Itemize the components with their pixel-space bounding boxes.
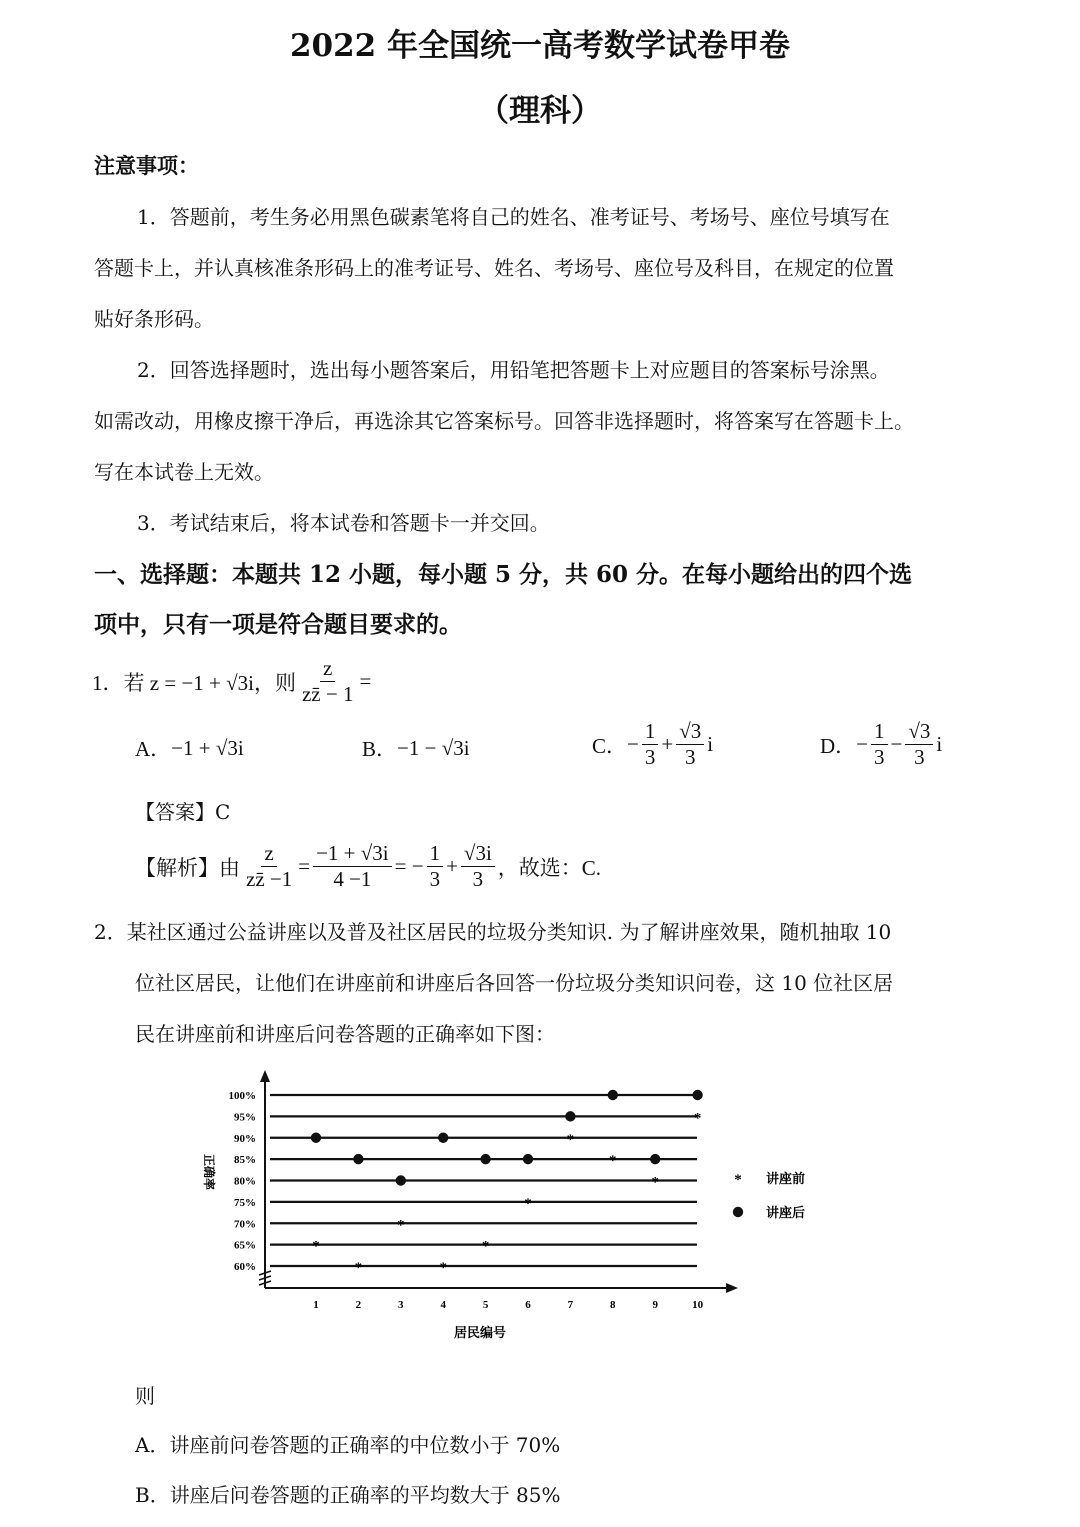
q1-option-c-frac-1-num: 1 — [642, 720, 659, 745]
notice-line-2: 答题卡上，并认真核准条形码上的准考证号、姓名、考场号、座位号及科目，在规定的位置 — [94, 256, 894, 280]
q1-option-a-label: A． — [135, 737, 172, 761]
x-tick-label: 4 — [440, 1299, 446, 1311]
legend-label: 讲座后 — [766, 1205, 806, 1220]
legend-marker-after — [733, 1207, 743, 1217]
q1-option-d-frac-1 — [871, 720, 888, 769]
x-axis-arrow — [726, 1283, 738, 1293]
q1-option-d-op: − — [890, 732, 903, 757]
q1-analysis-frac-4 — [461, 842, 495, 891]
section-heading-line-1: 一、选择题：本题共 12 小题，每小题 5 分，共 60 分。在每小题给出的四个选 — [94, 561, 913, 588]
before-point: * — [439, 1260, 447, 1276]
after-point — [311, 1133, 321, 1143]
y-tick-label: 70% — [234, 1218, 256, 1231]
q2-line-2: 位社区居民，让他们在讲座前和讲座后各回答一份垃圾分类知识问卷，这 10 位社区居 — [135, 971, 894, 995]
x-axis-label: 居民编号 — [453, 1325, 507, 1340]
q1-analysis-frac-3-num: 1 — [427, 842, 444, 867]
q1-analysis-frac-4-num: √3i — [461, 842, 495, 867]
q2-line-3: 民在讲座前和讲座后问卷答题的正确率如下图： — [135, 1022, 555, 1046]
after-point — [650, 1154, 660, 1164]
q1-fraction-den: zz̄ − 1 — [301, 682, 354, 707]
q1-option-b — [362, 733, 470, 763]
after-point — [396, 1175, 406, 1185]
notice-line-5: 如需改动，用橡皮擦干净后，再选涂其它答案标号。回答非选择题时，将答案写在答题卡上。 — [94, 409, 914, 433]
x-tick-label: 6 — [525, 1299, 531, 1311]
q1-analysis-frac-2-num: −1 + √3i — [313, 842, 392, 867]
before-point: * — [481, 1238, 490, 1255]
section-heading-line-2: 项中，只有一项是符合题目要求的。 — [94, 611, 462, 638]
q1-option-a-text: −1 + √3i — [171, 735, 244, 760]
q1-option-d-frac-2-num: √3 — [905, 720, 933, 745]
q1-option-c — [592, 720, 713, 769]
after-point — [692, 1090, 702, 1100]
notice-heading: 注意事项： — [94, 153, 199, 178]
exam-subtitle: （理科） — [478, 93, 602, 129]
before-point: * — [354, 1260, 363, 1276]
q1-analysis-frac-2-den: 4 −1 — [333, 867, 372, 892]
y-axis-label: 正确率 — [202, 1153, 216, 1191]
before-point: * — [397, 1217, 405, 1234]
y-tick-label: 90% — [234, 1132, 256, 1145]
y-tick-label: 80% — [234, 1175, 256, 1188]
q1-fraction-num: z — [320, 657, 335, 682]
notice-line-1: 1．答题前，考生务必用黑色碳素笔将自己的姓名、准考证号、考场号、座位号填写在 — [137, 205, 890, 229]
q1-option-d-sign: − — [856, 732, 869, 757]
x-tick-label: 9 — [652, 1299, 658, 1311]
q1-analysis-frac-2 — [313, 842, 392, 891]
x-tick-label: 5 — [482, 1299, 489, 1311]
q1-stem — [92, 657, 371, 706]
after-point — [608, 1090, 618, 1100]
q1-option-d — [820, 720, 942, 769]
notice-line-3: 贴好条形码。 — [94, 307, 214, 331]
x-tick-label: 7 — [567, 1299, 574, 1311]
y-axis-arrow — [260, 1070, 270, 1082]
before-point: * — [693, 1110, 702, 1127]
q1-analysis-frac-3 — [427, 842, 444, 891]
y-tick-label: 75% — [234, 1196, 256, 1209]
q1-option-d-tail: i — [936, 732, 943, 757]
y-tick-label: 85% — [234, 1154, 256, 1167]
before-point: * — [609, 1153, 617, 1170]
q1-prefix: 1．若 z = −1 + √3i，则 — [92, 670, 296, 695]
notice-line-4: 2．回答选择题时，选出每小题答案后，用铅笔把答题卡上对应题目的答案标号涂黑。 — [137, 358, 890, 382]
y-tick-label: 100% — [228, 1090, 256, 1102]
x-tick-label: 1 — [313, 1299, 319, 1311]
q1-fraction — [299, 657, 357, 706]
y-tick-label: 60% — [234, 1261, 256, 1273]
x-tick-label: 8 — [610, 1299, 616, 1311]
q1-suffix: = — [359, 669, 372, 694]
q1-analysis-frac-4-den: 3 — [472, 867, 484, 892]
legend-label: 讲座前 — [766, 1171, 806, 1186]
q1-option-d-label: D． — [820, 733, 857, 758]
before-point: * — [566, 1131, 575, 1148]
q1-analysis-eq-1: = — [298, 854, 311, 879]
legend-marker-before: * — [734, 1172, 742, 1188]
q1-option-c-label: C． — [592, 733, 628, 758]
y-tick-label: 65% — [234, 1239, 256, 1252]
q1-option-a — [135, 733, 244, 763]
q1-option-c-tail: i — [707, 732, 714, 757]
q1-analysis-plus: + — [446, 854, 458, 879]
q1-option-c-op: + — [661, 732, 674, 757]
q1-option-c-frac-1-den: 3 — [644, 745, 656, 770]
q1-option-d-frac-1-den: 3 — [874, 745, 885, 770]
q1-option-c-frac-2-num: √3 — [676, 720, 704, 745]
q1-analysis-frac-1-num: z — [261, 842, 276, 867]
before-point: * — [524, 1195, 532, 1212]
y-tick-label: 95% — [234, 1111, 256, 1124]
before-point: * — [651, 1174, 659, 1191]
q2-then: 则 — [135, 1384, 155, 1408]
notice-line-7: 3．考试结束后，将本试卷和答题卡一并交回。 — [137, 511, 550, 535]
q1-option-d-frac-2-den: 3 — [914, 745, 925, 770]
q1-analysis-prefix: 【解析】由 — [135, 855, 240, 880]
accuracy-scatter-chart — [0, 1060, 1080, 1350]
q2-line-1: 2．某社区通过公益讲座以及普及社区居民的垃圾分类知识. 为了解讲座效果，随机抽取 10 — [94, 920, 892, 944]
x-tick-label: 10 — [692, 1299, 704, 1311]
x-tick-label: 2 — [355, 1299, 362, 1311]
q1-answer: 【答案】C — [135, 800, 231, 824]
q1-option-b-label: B． — [362, 737, 398, 761]
q1-option-c-sign: − — [627, 732, 639, 757]
q1-analysis-eq-2: = − — [394, 854, 424, 879]
q1-option-c-frac-2-den: 3 — [684, 745, 696, 770]
after-point — [438, 1133, 448, 1143]
q2-option-a: A．讲座前问卷答题的正确率的中位数小于 70% — [135, 1433, 561, 1457]
q1-option-c-frac-2 — [676, 720, 704, 769]
after-point — [480, 1154, 490, 1164]
q1-analysis — [135, 842, 601, 891]
q1-option-b-text: −1 − √3i — [397, 735, 470, 760]
x-tick-label: 3 — [398, 1299, 404, 1311]
q1-analysis-frac-1-den: zz̄ −1 — [246, 867, 293, 892]
q1-option-d-frac-2 — [905, 720, 933, 769]
exam-title: 2022 年全国统一高考数学试卷甲卷 — [289, 28, 791, 64]
after-point — [565, 1111, 575, 1121]
after-point — [353, 1154, 363, 1164]
q2-option-b: B．讲座后问卷答题的正确率的平均数大于 85% — [135, 1483, 561, 1507]
q1-analysis-frac-3-den: 3 — [429, 867, 441, 892]
q1-analysis-frac-1 — [243, 842, 295, 891]
notice-line-6: 写在本试卷上无效。 — [94, 460, 274, 484]
after-point — [523, 1154, 533, 1164]
before-point: * — [312, 1238, 320, 1255]
q1-option-c-frac-1 — [642, 720, 659, 769]
q1-option-d-frac-1-num: 1 — [871, 720, 888, 745]
q1-analysis-suffix: ，故选：C. — [497, 855, 602, 880]
axis-break — [259, 1271, 271, 1285]
